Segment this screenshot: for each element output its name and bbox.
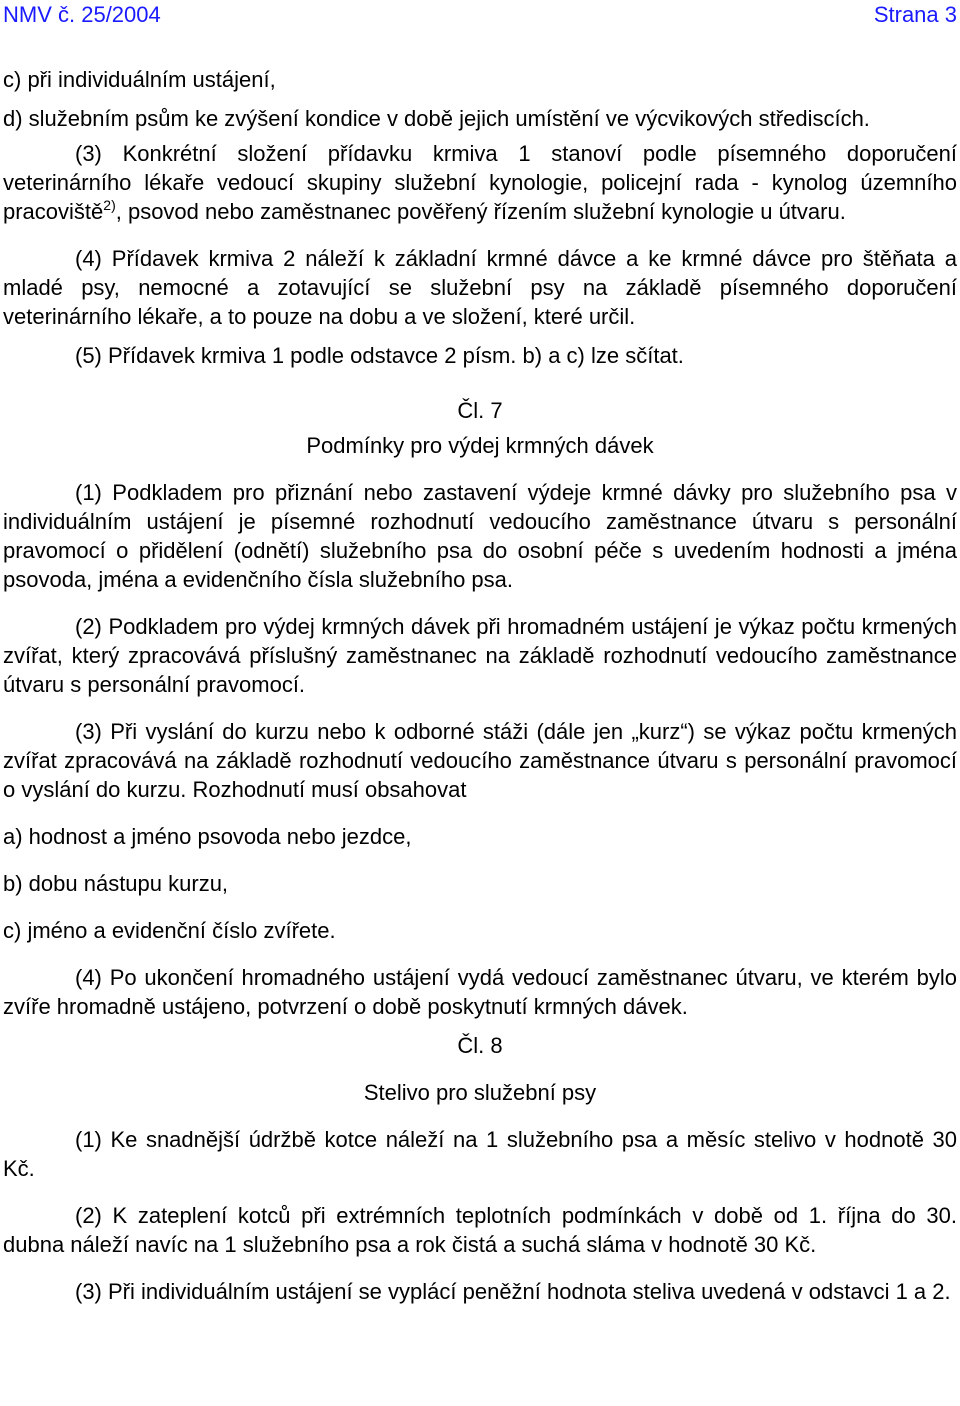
- article-7-paragraph-3: (3) Při vyslání do kurzu nebo k odborné stáži (dále jen „kurz“) se výkaz počtu krmených zvířat zpracovává na základě rozhodnutí vedoucího zaměstnance útvaru s personální pravomocí o vyslání do kurzu. Rozhodnutí musí obsahovat: [3, 719, 957, 802]
- journal-issue: NMV č. 25/2004: [3, 2, 161, 27]
- list-item: b) dobu nástupu kurzu,: [3, 871, 229, 896]
- article-8-paragraph-2: (2) K zateplení kotců při extrémních teplotních podmínkách v době od 1. října do 30. dubna náleží navíc na 1 služebního psa a rok čistá a suchá sláma v hodnotě 30 Kč.: [3, 1203, 957, 1257]
- article-7-paragraph-2: (2) Podkladem pro výdej krmných dávek při hromadném ustájení je výkaz počtu krmených zvířat, který zpracovává příslušný zaměstnanec na základě rozhodnutí vedoucího zaměstnance útvaru s personální pravomocí.: [3, 614, 957, 697]
- list-item: c) jméno a evidenční číslo zvířete.: [3, 918, 336, 943]
- paragraph-4: (4) Přídavek krmiva 2 náleží k základní krmné dávce a ke krmné dávce pro štěňata a mladé psy, nemocné a zotavující se služební psy na základě písemného doporučení veterinárního lékaře, a to pouze na dobu a ve složení, které určil.: [3, 246, 957, 329]
- article-7-paragraph-4: (4) Po ukončení hromadného ustájení vydá vedoucí zaměstnanec útvaru, ve kterém bylo zvíře hromadně ustájeno, potvrzení o době poskytnutí krmných dávek.: [3, 965, 957, 1019]
- article-8-number: Čl. 8: [457, 1033, 503, 1058]
- paragraph-3: (3) Konkrétní složení přídavku krmiva 1 stanoví podle písemného doporučení veterinárního lékaře vedoucí skupiny služební kynologie, policejní rada - kynolog územního pracoviště$^{2)}$, psovod nebo zaměstnanec pověřený řízením služební kynologie u útvaru.: [3, 141, 957, 224]
- article-7-number: Čl. 7: [457, 398, 503, 423]
- paragraph-5: (5) Přídavek krmiva 1 podle odstavce 2 písm. b) a c) lze sčítat.: [75, 343, 684, 368]
- list-item: a) hodnost a jméno psovoda nebo jezdce,: [3, 824, 412, 849]
- page-header: [3, 0, 957, 29]
- article-7-paragraph-1: (1) Podkladem pro přiznání nebo zastavení výdeje krmné dávky pro služebního psa v individuálním ustájení je písemné rozhodnutí vedoucího zaměstnance útvaru s personální pravomocí o přidělení (odnětí) služebního psa do osobní péče s uvedením hodnosti a jména psovoda, jména a evidenčního čísla služebního psa.: [3, 480, 957, 592]
- footnote-ref: 2): [103, 197, 116, 213]
- article-7-title: Podmínky pro výdej krmných dávek: [306, 433, 654, 458]
- list-item: c) při individuálním ustájení,: [3, 67, 276, 92]
- article-8-title: Stelivo pro služební psy: [363, 1080, 597, 1105]
- document-body: [3, 65, 957, 1306]
- article-8-paragraph-3: (3) Při individuálním ustájení se vyplácí peněžní hodnota steliva uvedená v odstavci 1 a 2.: [75, 1279, 951, 1304]
- page-number: Strana 3: [873, 2, 957, 27]
- article-8-paragraph-1: (1) Ke snadnější údržbě kotce náleží na 1 služebního psa a měsíc stelivo v hodnotě 30 Kč.: [3, 1127, 957, 1181]
- list-item: d) služebním psům ke zvýšení kondice v době jejich umístění ve výcvikových střediscích.: [3, 106, 870, 131]
